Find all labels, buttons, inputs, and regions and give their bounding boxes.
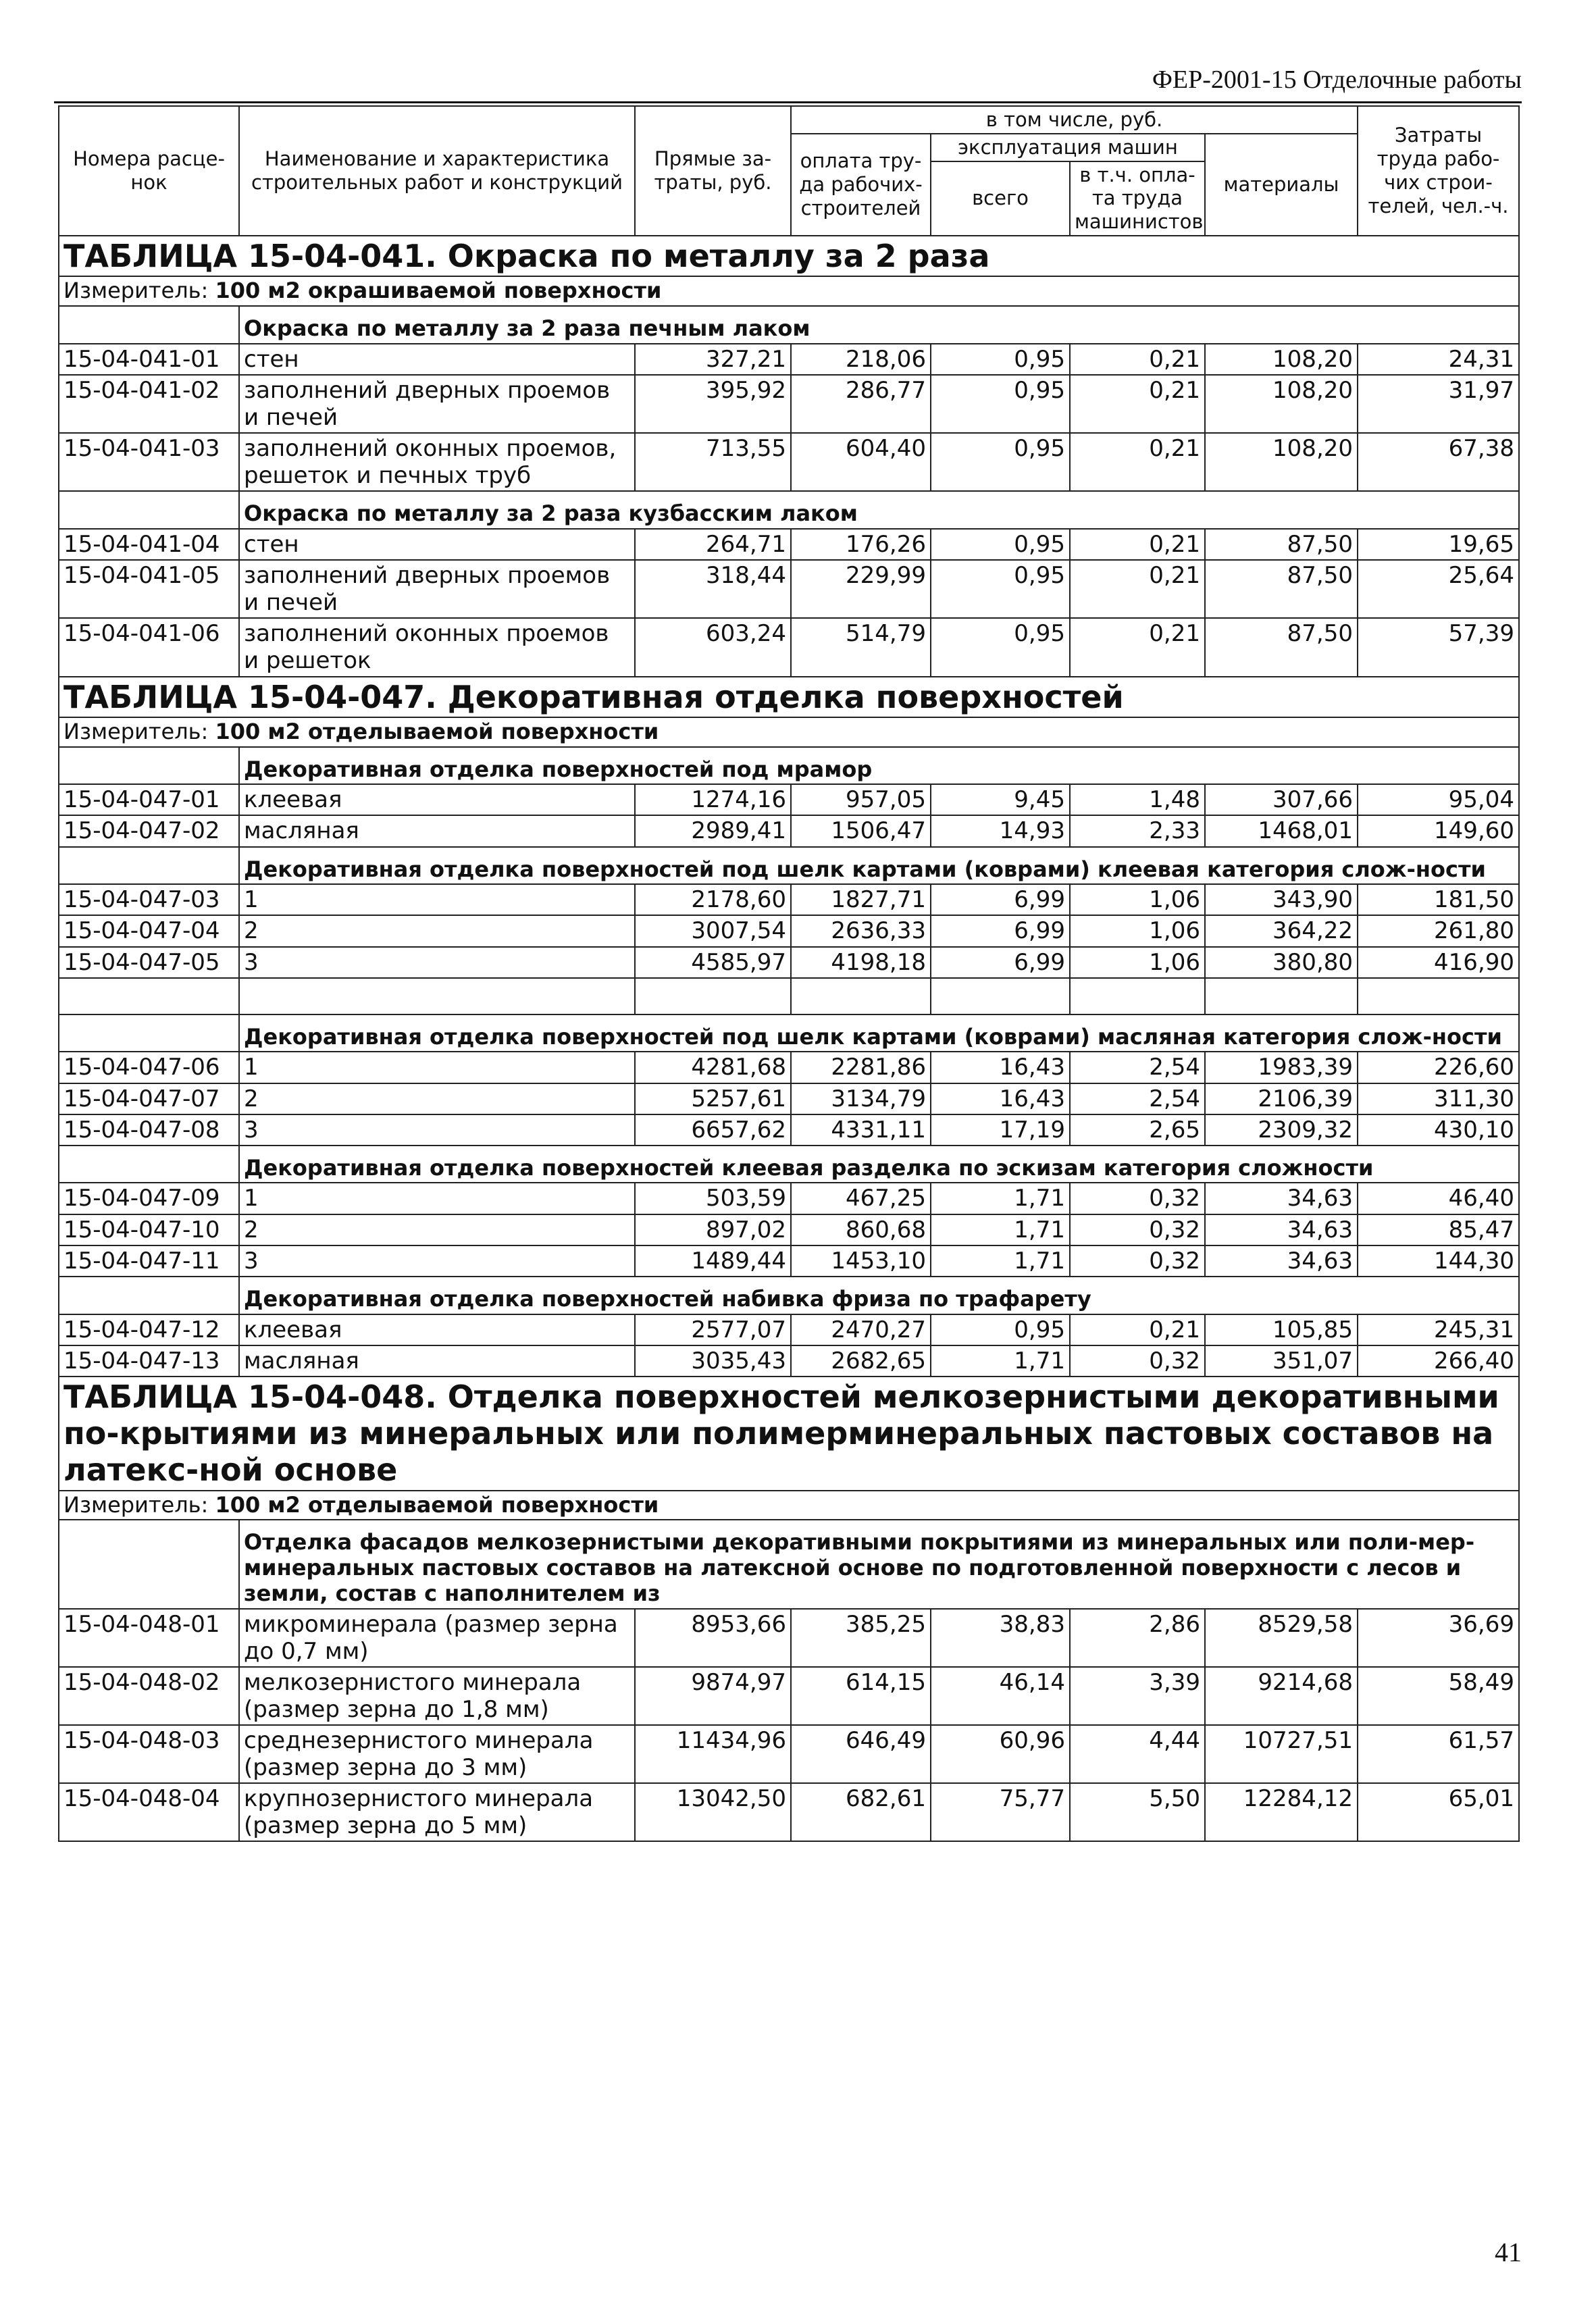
col-name-header: Наименование и характеристика строительных работ и конструкций bbox=[239, 106, 635, 236]
cell-wages: 1827,71 bbox=[791, 884, 931, 915]
cell-code: 15-04-047-04 bbox=[59, 915, 239, 946]
group-heading: Отделка фасадов мелкозернистыми декоративными покрытиями из минеральных или поли-мер-минеральных пастовых составов на латексной основе по подготовленной поверхности с лесов и земли, состав с наполнителем из bbox=[239, 1520, 1519, 1608]
cell-materials: 34,63 bbox=[1205, 1183, 1358, 1214]
cell-machines-total: 6,99 bbox=[931, 915, 1070, 946]
cell-direct: 3007,54 bbox=[635, 915, 791, 946]
cell-materials: 8529,58 bbox=[1205, 1609, 1358, 1667]
column-header bbox=[59, 106, 1519, 236]
cell-code: 15-04-047-09 bbox=[59, 1183, 239, 1214]
cell-labor: 144,30 bbox=[1358, 1245, 1519, 1277]
cell-wages: 286,77 bbox=[791, 375, 931, 433]
group-heading: Окраска по металлу за 2 раза кузбасским лаком bbox=[239, 491, 1519, 529]
cell-direct: 4585,97 bbox=[635, 947, 791, 978]
cell-wages: 604,40 bbox=[791, 433, 931, 491]
cell-wages: 3134,79 bbox=[791, 1083, 931, 1114]
table-body bbox=[59, 236, 1519, 1841]
cell-code: 15-04-047-05 bbox=[59, 947, 239, 978]
cell-materials: 343,90 bbox=[1205, 884, 1358, 915]
table-row bbox=[59, 1725, 1519, 1783]
cell-materials: 108,20 bbox=[1205, 375, 1358, 433]
col-code-header: Номера расце-нок bbox=[59, 106, 239, 236]
table-row bbox=[59, 1783, 1519, 1841]
group-heading-row bbox=[59, 1014, 1519, 1052]
cell-name: масляная bbox=[239, 1345, 635, 1377]
table-row bbox=[59, 1183, 1519, 1214]
cell-machines-total: 17,19 bbox=[931, 1114, 1070, 1146]
cell-machines-wages: 2,86 bbox=[1070, 1609, 1205, 1667]
cell-machines-total: 0,95 bbox=[931, 375, 1070, 433]
cell-materials: 2309,32 bbox=[1205, 1114, 1358, 1146]
group-heading: Окраска по металлу за 2 раза печным лаком bbox=[239, 306, 1519, 344]
cell-name: 3 bbox=[239, 1245, 635, 1277]
cell-machines-total: 0,95 bbox=[931, 344, 1070, 375]
group-heading-row bbox=[59, 1277, 1519, 1314]
cell-machines-wages: 1,06 bbox=[1070, 884, 1205, 915]
cell-machines-wages: 0,32 bbox=[1070, 1214, 1205, 1245]
table-section-title-row bbox=[59, 236, 1519, 276]
group-heading-blank bbox=[59, 1146, 239, 1183]
blank-cell bbox=[1070, 978, 1205, 1014]
cell-machines-total: 46,14 bbox=[931, 1667, 1070, 1725]
cell-direct: 11434,96 bbox=[635, 1725, 791, 1783]
cell-name: стен bbox=[239, 529, 635, 560]
col-machines-wages-header: в т.ч. опла-та труда машинистов bbox=[1070, 161, 1205, 236]
cell-direct: 5257,61 bbox=[635, 1083, 791, 1114]
table-row bbox=[59, 1052, 1519, 1083]
cell-materials: 2106,39 bbox=[1205, 1083, 1358, 1114]
blank-cell bbox=[1358, 978, 1519, 1014]
cell-machines-wages: 3,39 bbox=[1070, 1667, 1205, 1725]
cell-name: мелкозернистого минерала (размер зерна до 1,8 мм) bbox=[239, 1667, 635, 1725]
cell-labor: 19,65 bbox=[1358, 529, 1519, 560]
header-rule bbox=[54, 101, 1522, 103]
cell-name: 1 bbox=[239, 1052, 635, 1083]
measure-row bbox=[59, 1491, 1519, 1520]
cell-materials: 1983,39 bbox=[1205, 1052, 1358, 1083]
cell-labor: 245,31 bbox=[1358, 1314, 1519, 1345]
cell-direct: 327,21 bbox=[635, 344, 791, 375]
cell-direct: 503,59 bbox=[635, 1183, 791, 1214]
cell-code: 15-04-047-12 bbox=[59, 1314, 239, 1345]
cell-materials: 87,50 bbox=[1205, 618, 1358, 676]
cell-name: стен bbox=[239, 344, 635, 375]
cell-wages: 218,06 bbox=[791, 344, 931, 375]
blank-row bbox=[59, 978, 1519, 1014]
cell-labor: 36,69 bbox=[1358, 1609, 1519, 1667]
cell-wages: 860,68 bbox=[791, 1214, 931, 1245]
cell-labor: 430,10 bbox=[1358, 1114, 1519, 1146]
cell-direct: 318,44 bbox=[635, 560, 791, 618]
blank-cell bbox=[791, 978, 931, 1014]
cell-machines-total: 1,71 bbox=[931, 1345, 1070, 1377]
cell-name: клеевая bbox=[239, 1314, 635, 1345]
cell-direct: 1274,16 bbox=[635, 784, 791, 815]
measure-value: 100 м2 отделываемой поверхности bbox=[215, 718, 659, 744]
running-header: ФЕР-2001-15 Отделочные работы bbox=[1152, 66, 1522, 94]
cell-code: 15-04-041-02 bbox=[59, 375, 239, 433]
cell-direct: 2577,07 bbox=[635, 1314, 791, 1345]
cell-machines-total: 0,95 bbox=[931, 529, 1070, 560]
cell-machines-wages: 2,54 bbox=[1070, 1083, 1205, 1114]
cell-wages: 514,79 bbox=[791, 618, 931, 676]
cell-name: среднезернистого минерала (размер зерна до 3 мм) bbox=[239, 1725, 635, 1783]
cell-labor: 31,97 bbox=[1358, 375, 1519, 433]
group-heading-blank bbox=[59, 747, 239, 785]
cell-machines-total: 6,99 bbox=[931, 884, 1070, 915]
measure-line bbox=[59, 276, 1519, 306]
blank-cell bbox=[635, 978, 791, 1014]
cell-direct: 395,92 bbox=[635, 375, 791, 433]
cell-direct: 2178,60 bbox=[635, 884, 791, 915]
cell-wages: 2636,33 bbox=[791, 915, 931, 946]
cell-labor: 46,40 bbox=[1358, 1183, 1519, 1214]
cell-labor: 261,80 bbox=[1358, 915, 1519, 946]
cell-wages: 385,25 bbox=[791, 1609, 931, 1667]
table-row bbox=[59, 1245, 1519, 1277]
table-section-title: ТАБЛИЦА 15-04-047. Декоративная отделка поверхностей bbox=[59, 677, 1519, 717]
group-heading-row bbox=[59, 847, 1519, 885]
cell-name: 2 bbox=[239, 1214, 635, 1245]
cell-materials: 380,80 bbox=[1205, 947, 1358, 978]
cell-machines-total: 9,45 bbox=[931, 784, 1070, 815]
cell-wages: 682,61 bbox=[791, 1783, 931, 1841]
col-labor-header: Затраты труда рабо-чих строи-телей, чел.-ч. bbox=[1358, 106, 1519, 236]
measure-value: 100 м2 окрашиваемой поверхности bbox=[215, 278, 662, 304]
measure-row bbox=[59, 717, 1519, 747]
cell-machines-total: 1,71 bbox=[931, 1245, 1070, 1277]
cell-code: 15-04-048-01 bbox=[59, 1609, 239, 1667]
cell-code: 15-04-047-03 bbox=[59, 884, 239, 915]
cell-name: масляная bbox=[239, 815, 635, 846]
cell-direct: 713,55 bbox=[635, 433, 791, 491]
cell-code: 15-04-047-10 bbox=[59, 1214, 239, 1245]
cell-name: 1 bbox=[239, 884, 635, 915]
cell-materials: 34,63 bbox=[1205, 1245, 1358, 1277]
cell-machines-wages: 1,06 bbox=[1070, 915, 1205, 946]
blank-cell bbox=[931, 978, 1070, 1014]
cell-machines-total: 1,71 bbox=[931, 1214, 1070, 1245]
table-row bbox=[59, 784, 1519, 815]
cell-wages: 2281,86 bbox=[791, 1052, 931, 1083]
table-row bbox=[59, 375, 1519, 433]
cell-machines-total: 0,95 bbox=[931, 560, 1070, 618]
table-row bbox=[59, 433, 1519, 491]
group-heading-blank bbox=[59, 1014, 239, 1052]
group-heading-row bbox=[59, 747, 1519, 785]
cell-code: 15-04-041-03 bbox=[59, 433, 239, 491]
cell-machines-total: 75,77 bbox=[931, 1783, 1070, 1841]
cell-code: 15-04-048-04 bbox=[59, 1783, 239, 1841]
measure-line bbox=[59, 1491, 1519, 1520]
table-row bbox=[59, 344, 1519, 375]
group-heading-blank bbox=[59, 847, 239, 885]
cell-name: 2 bbox=[239, 915, 635, 946]
cell-name: 3 bbox=[239, 947, 635, 978]
group-heading-blank bbox=[59, 1277, 239, 1314]
group-heading-row bbox=[59, 1146, 1519, 1183]
table-row bbox=[59, 1667, 1519, 1725]
cell-machines-wages: 0,21 bbox=[1070, 618, 1205, 676]
cell-wages: 467,25 bbox=[791, 1183, 931, 1214]
price-table-sheet bbox=[58, 105, 1518, 1842]
cell-direct: 897,02 bbox=[635, 1214, 791, 1245]
table-section-title-row bbox=[59, 677, 1519, 717]
table-row bbox=[59, 1083, 1519, 1114]
cell-machines-total: 60,96 bbox=[931, 1725, 1070, 1783]
cell-direct: 9874,97 bbox=[635, 1667, 791, 1725]
cell-labor: 95,04 bbox=[1358, 784, 1519, 815]
cell-direct: 13042,50 bbox=[635, 1783, 791, 1841]
cell-machines-wages: 2,54 bbox=[1070, 1052, 1205, 1083]
cell-machines-wages: 0,32 bbox=[1070, 1345, 1205, 1377]
cell-labor: 416,90 bbox=[1358, 947, 1519, 978]
cell-materials: 87,50 bbox=[1205, 560, 1358, 618]
cell-wages: 229,99 bbox=[791, 560, 931, 618]
table-row bbox=[59, 560, 1519, 618]
col-direct-header: Прямые за-траты, руб. bbox=[635, 106, 791, 236]
cell-name: заполнений дверных проемов и печей bbox=[239, 560, 635, 618]
cell-machines-wages: 2,33 bbox=[1070, 815, 1205, 846]
col-incl-header: в том числе, руб. bbox=[791, 106, 1358, 134]
cell-materials: 351,07 bbox=[1205, 1345, 1358, 1377]
cell-machines-wages: 0,21 bbox=[1070, 529, 1205, 560]
group-heading: Декоративная отделка поверхностей клеевая разделка по эскизам категория сложности bbox=[239, 1146, 1519, 1183]
cell-direct: 4281,68 bbox=[635, 1052, 791, 1083]
cell-materials: 105,85 bbox=[1205, 1314, 1358, 1345]
cell-machines-wages: 2,65 bbox=[1070, 1114, 1205, 1146]
cell-materials: 108,20 bbox=[1205, 344, 1358, 375]
cell-machines-total: 14,93 bbox=[931, 815, 1070, 846]
cell-name: заполнений оконных проемов и решеток bbox=[239, 618, 635, 676]
measure-label: Измеритель: bbox=[63, 278, 209, 304]
cell-labor: 181,50 bbox=[1358, 884, 1519, 915]
col-machines-header: эксплуатация машин bbox=[931, 134, 1205, 161]
cell-direct: 2989,41 bbox=[635, 815, 791, 846]
cell-code: 15-04-047-07 bbox=[59, 1083, 239, 1114]
page-number: 41 bbox=[1495, 2237, 1522, 2267]
group-heading-row bbox=[59, 1520, 1519, 1608]
cell-direct: 1489,44 bbox=[635, 1245, 791, 1277]
cell-machines-total: 38,83 bbox=[931, 1609, 1070, 1667]
col-materials-header: материалы bbox=[1205, 134, 1358, 236]
table-row bbox=[59, 618, 1519, 676]
cell-wages: 2470,27 bbox=[791, 1314, 931, 1345]
table-section-title-row bbox=[59, 1377, 1519, 1491]
cell-code: 15-04-041-06 bbox=[59, 618, 239, 676]
cell-labor: 58,49 bbox=[1358, 1667, 1519, 1725]
table-row bbox=[59, 1114, 1519, 1146]
cell-materials: 364,22 bbox=[1205, 915, 1358, 946]
cell-wages: 4198,18 bbox=[791, 947, 931, 978]
cell-code: 15-04-047-13 bbox=[59, 1345, 239, 1377]
cell-wages: 614,15 bbox=[791, 1667, 931, 1725]
table-section-title: ТАБЛИЦА 15-04-048. Отделка поверхностей мелкозернистыми декоративными по-крытиями из минеральных или полимерминеральных пастовых составов на латекс-ной основе bbox=[59, 1377, 1519, 1491]
cell-labor: 311,30 bbox=[1358, 1083, 1519, 1114]
table-row bbox=[59, 884, 1519, 915]
cell-code: 15-04-047-02 bbox=[59, 815, 239, 846]
cell-labor: 266,40 bbox=[1358, 1345, 1519, 1377]
cell-materials: 12284,12 bbox=[1205, 1783, 1358, 1841]
table-section-title: ТАБЛИЦА 15-04-041. Окраска по металлу за 2 раза bbox=[59, 236, 1519, 276]
cell-labor: 57,39 bbox=[1358, 618, 1519, 676]
cell-wages: 1453,10 bbox=[791, 1245, 931, 1277]
group-heading-blank bbox=[59, 491, 239, 529]
cell-code: 15-04-041-01 bbox=[59, 344, 239, 375]
cell-code: 15-04-047-08 bbox=[59, 1114, 239, 1146]
measure-row bbox=[59, 276, 1519, 306]
cell-machines-wages: 1,48 bbox=[1070, 784, 1205, 815]
cell-materials: 10727,51 bbox=[1205, 1725, 1358, 1783]
cell-name: клеевая bbox=[239, 784, 635, 815]
group-heading-row bbox=[59, 491, 1519, 529]
cell-direct: 264,71 bbox=[635, 529, 791, 560]
cell-machines-wages: 0,21 bbox=[1070, 560, 1205, 618]
cell-machines-wages: 0,32 bbox=[1070, 1183, 1205, 1214]
table-row bbox=[59, 1214, 1519, 1245]
col-wages-header: оплата тру-да рабочих-строителей bbox=[791, 134, 931, 236]
cell-code: 15-04-047-11 bbox=[59, 1245, 239, 1277]
cell-wages: 646,49 bbox=[791, 1725, 931, 1783]
blank-cell bbox=[1205, 978, 1358, 1014]
cell-name: микроминерала (размер зерна до 0,7 мм) bbox=[239, 1609, 635, 1667]
cell-labor: 65,01 bbox=[1358, 1783, 1519, 1841]
cell-labor: 85,47 bbox=[1358, 1214, 1519, 1245]
measure-value: 100 м2 отделываемой поверхности bbox=[215, 1491, 659, 1518]
cell-machines-total: 6,99 bbox=[931, 947, 1070, 978]
cell-code: 15-04-048-02 bbox=[59, 1667, 239, 1725]
cell-machines-wages: 5,50 bbox=[1070, 1783, 1205, 1841]
cell-code: 15-04-048-03 bbox=[59, 1725, 239, 1783]
table-row bbox=[59, 815, 1519, 846]
cell-wages: 957,05 bbox=[791, 784, 931, 815]
cell-name: крупнозернистого минерала (размер зерна до 5 мм) bbox=[239, 1783, 635, 1841]
cell-direct: 8953,66 bbox=[635, 1609, 791, 1667]
table-row bbox=[59, 1314, 1519, 1345]
cell-labor: 61,57 bbox=[1358, 1725, 1519, 1783]
group-heading: Декоративная отделка поверхностей под мрамор bbox=[239, 747, 1519, 785]
cell-materials: 9214,68 bbox=[1205, 1667, 1358, 1725]
cell-labor: 24,31 bbox=[1358, 344, 1519, 375]
cell-wages: 176,26 bbox=[791, 529, 931, 560]
cell-name: заполнений дверных проемов и печей bbox=[239, 375, 635, 433]
cell-machines-total: 1,71 bbox=[931, 1183, 1070, 1214]
cell-machines-wages: 4,44 bbox=[1070, 1725, 1205, 1783]
cell-wages: 4331,11 bbox=[791, 1114, 931, 1146]
cell-code: 15-04-041-05 bbox=[59, 560, 239, 618]
cell-machines-total: 16,43 bbox=[931, 1052, 1070, 1083]
cell-name: 2 bbox=[239, 1083, 635, 1114]
group-heading: Декоративная отделка поверхностей под шелк картами (коврами) масляная категория слож-ности bbox=[239, 1014, 1519, 1052]
cell-machines-total: 0,95 bbox=[931, 433, 1070, 491]
cell-machines-wages: 0,32 bbox=[1070, 1245, 1205, 1277]
group-heading: Декоративная отделка поверхностей набивка фриза по трафарету bbox=[239, 1277, 1519, 1314]
table-row bbox=[59, 947, 1519, 978]
table-row bbox=[59, 1345, 1519, 1377]
col-machines-total-header: всего bbox=[931, 161, 1070, 236]
cell-machines-wages: 0,21 bbox=[1070, 1314, 1205, 1345]
table-row bbox=[59, 915, 1519, 946]
blank-cell bbox=[59, 978, 239, 1014]
cell-machines-wages: 0,21 bbox=[1070, 433, 1205, 491]
cell-machines-wages: 0,21 bbox=[1070, 344, 1205, 375]
cell-name: заполнений оконных проемов, решеток и печных труб bbox=[239, 433, 635, 491]
blank-cell bbox=[239, 978, 635, 1014]
cell-code: 15-04-041-04 bbox=[59, 529, 239, 560]
cell-machines-total: 16,43 bbox=[931, 1083, 1070, 1114]
cell-materials: 34,63 bbox=[1205, 1214, 1358, 1245]
cell-machines-wages: 0,21 bbox=[1070, 375, 1205, 433]
cell-labor: 67,38 bbox=[1358, 433, 1519, 491]
cell-name: 1 bbox=[239, 1183, 635, 1214]
cell-machines-total: 0,95 bbox=[931, 1314, 1070, 1345]
cell-labor: 149,60 bbox=[1358, 815, 1519, 846]
cell-machines-total: 0,95 bbox=[931, 618, 1070, 676]
cell-labor: 226,60 bbox=[1358, 1052, 1519, 1083]
price-table bbox=[58, 105, 1520, 1842]
cell-materials: 307,66 bbox=[1205, 784, 1358, 815]
cell-direct: 6657,62 bbox=[635, 1114, 791, 1146]
measure-label: Измеритель: bbox=[63, 718, 209, 744]
measure-label: Измеритель: bbox=[63, 1491, 209, 1518]
cell-materials: 1468,01 bbox=[1205, 815, 1358, 846]
cell-wages: 1506,47 bbox=[791, 815, 931, 846]
measure-line bbox=[59, 717, 1519, 747]
cell-name: 3 bbox=[239, 1114, 635, 1146]
cell-code: 15-04-047-06 bbox=[59, 1052, 239, 1083]
cell-machines-wages: 1,06 bbox=[1070, 947, 1205, 978]
group-heading-blank bbox=[59, 1520, 239, 1608]
cell-code: 15-04-047-01 bbox=[59, 784, 239, 815]
cell-direct: 603,24 bbox=[635, 618, 791, 676]
cell-labor: 25,64 bbox=[1358, 560, 1519, 618]
group-heading-blank bbox=[59, 306, 239, 344]
table-row bbox=[59, 1609, 1519, 1667]
group-heading-row bbox=[59, 306, 1519, 344]
table-row bbox=[59, 529, 1519, 560]
cell-materials: 87,50 bbox=[1205, 529, 1358, 560]
cell-materials: 108,20 bbox=[1205, 433, 1358, 491]
group-heading: Декоративная отделка поверхностей под шелк картами (коврами) клеевая категория слож-ности bbox=[239, 847, 1519, 885]
cell-direct: 3035,43 bbox=[635, 1345, 791, 1377]
cell-wages: 2682,65 bbox=[791, 1345, 931, 1377]
